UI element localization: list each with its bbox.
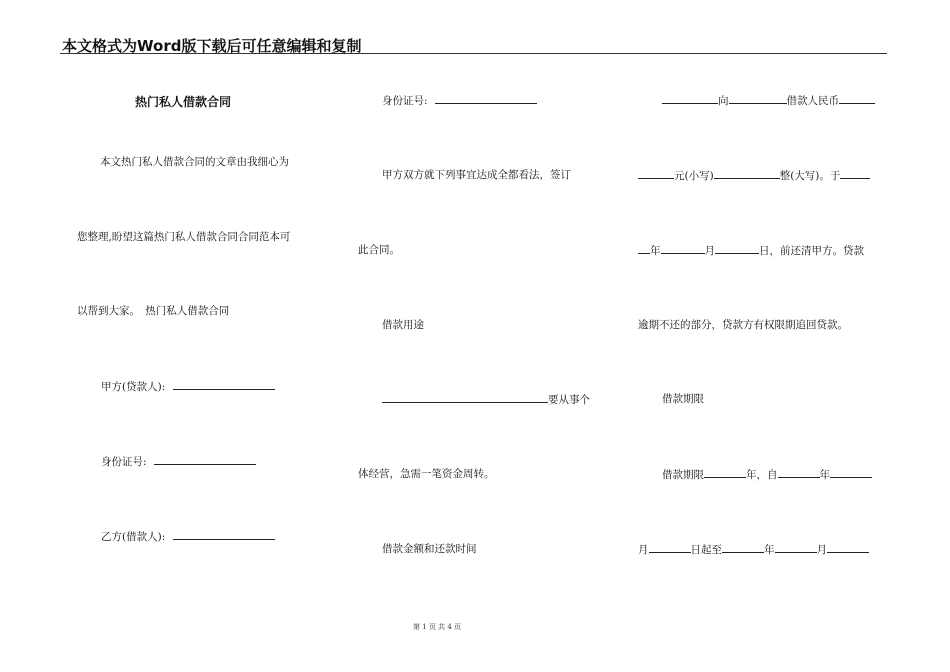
amount-small-blank: [638, 168, 674, 179]
rmb-blank: [839, 93, 875, 104]
amount-capital-blank: [714, 168, 780, 179]
term-line: [662, 467, 872, 482]
term-line-2: [638, 542, 869, 557]
loan-line-1: [662, 93, 875, 108]
due-month-blank: [661, 243, 705, 254]
party-b-id-line: [382, 93, 537, 108]
amount-heading: 借款金额和还款时间: [382, 543, 477, 555]
due-blank: [840, 168, 870, 179]
agree-line-1: 甲方双方就下列事宜达成全都看法，签订: [382, 169, 571, 181]
due-day-blank: [715, 243, 759, 254]
party-a-id-line: [101, 454, 256, 469]
purpose-line-1: [382, 392, 590, 407]
party-a-id-blank: [154, 454, 256, 465]
month-text: 月: [704, 245, 715, 257]
term-prefix: 借款期限: [662, 469, 704, 481]
term-start-month-blank: [830, 467, 872, 478]
header-text: 本文格式为Word版下载后可任意编辑和复制: [62, 37, 362, 55]
to-text: 向: [718, 95, 729, 107]
party-a-blank: [173, 379, 275, 390]
loan-line-2: [638, 168, 870, 183]
end-day-blank: [827, 542, 869, 553]
term-year2-text: 年: [819, 469, 830, 481]
party-a-line: [101, 379, 275, 394]
term-year-text: 年，自: [746, 469, 778, 481]
capital-text: 整(大写)。于: [779, 170, 841, 182]
purpose-blank: [382, 392, 548, 403]
end-year-blank: [722, 542, 764, 553]
start-day-blank: [649, 542, 691, 553]
page-number: 第 1 页 共 4 页: [413, 623, 462, 631]
id-label-1: 身份证号:: [101, 456, 147, 468]
start-month-text: 月: [638, 544, 649, 556]
end-month-text: 月: [816, 544, 827, 556]
party-b-blank: [173, 529, 275, 540]
loan-line-4: 逾期不还的部分，贷款方有权限期追回贷款。: [638, 319, 848, 331]
term-heading: 借款期限: [662, 393, 704, 405]
borrower-blank: [729, 93, 787, 104]
due-year-blank: [638, 243, 650, 254]
day-repay-text: 日，前还清甲方。贷款: [759, 245, 864, 257]
borrow-rmb-text: 借款人民币: [786, 95, 839, 107]
end-year-text: 年: [764, 544, 775, 556]
from-text: 日起至: [690, 544, 722, 556]
purpose-heading: 借款用途: [382, 319, 424, 331]
year-text: 年: [650, 245, 661, 257]
purpose-line-2: 体经营，急需一笔资金周转。: [358, 468, 495, 480]
term-start-year-blank: [778, 467, 820, 478]
intro-line-2: 您整理,盼望这篇热门私人借款合同合同范本可: [77, 231, 291, 243]
party-b-id-blank: [435, 93, 537, 104]
party-a-label: 甲方(贷款人):: [101, 381, 166, 393]
party-b-line: [101, 529, 275, 544]
term-years-blank: [704, 467, 746, 478]
intro-line-3: 以帮到大家。 热门私人借款合同: [77, 305, 230, 317]
agree-line-2: 此合同。: [358, 244, 400, 256]
document-title: 热门私人借款合同: [135, 95, 232, 109]
id-label-2: 身份证号:: [382, 95, 428, 107]
end-month-blank: [775, 542, 817, 553]
party-b-label: 乙方(借款人):: [101, 531, 166, 543]
intro-line-1: 本文热门私人借款合同的文章由我细心为: [100, 156, 289, 168]
purpose-tail: 要从事个: [548, 394, 590, 406]
loan-line-3: [638, 243, 864, 258]
lender-blank: [662, 93, 718, 104]
yuan-small-text: 元(小写): [674, 170, 714, 182]
header-divider: [60, 53, 887, 54]
